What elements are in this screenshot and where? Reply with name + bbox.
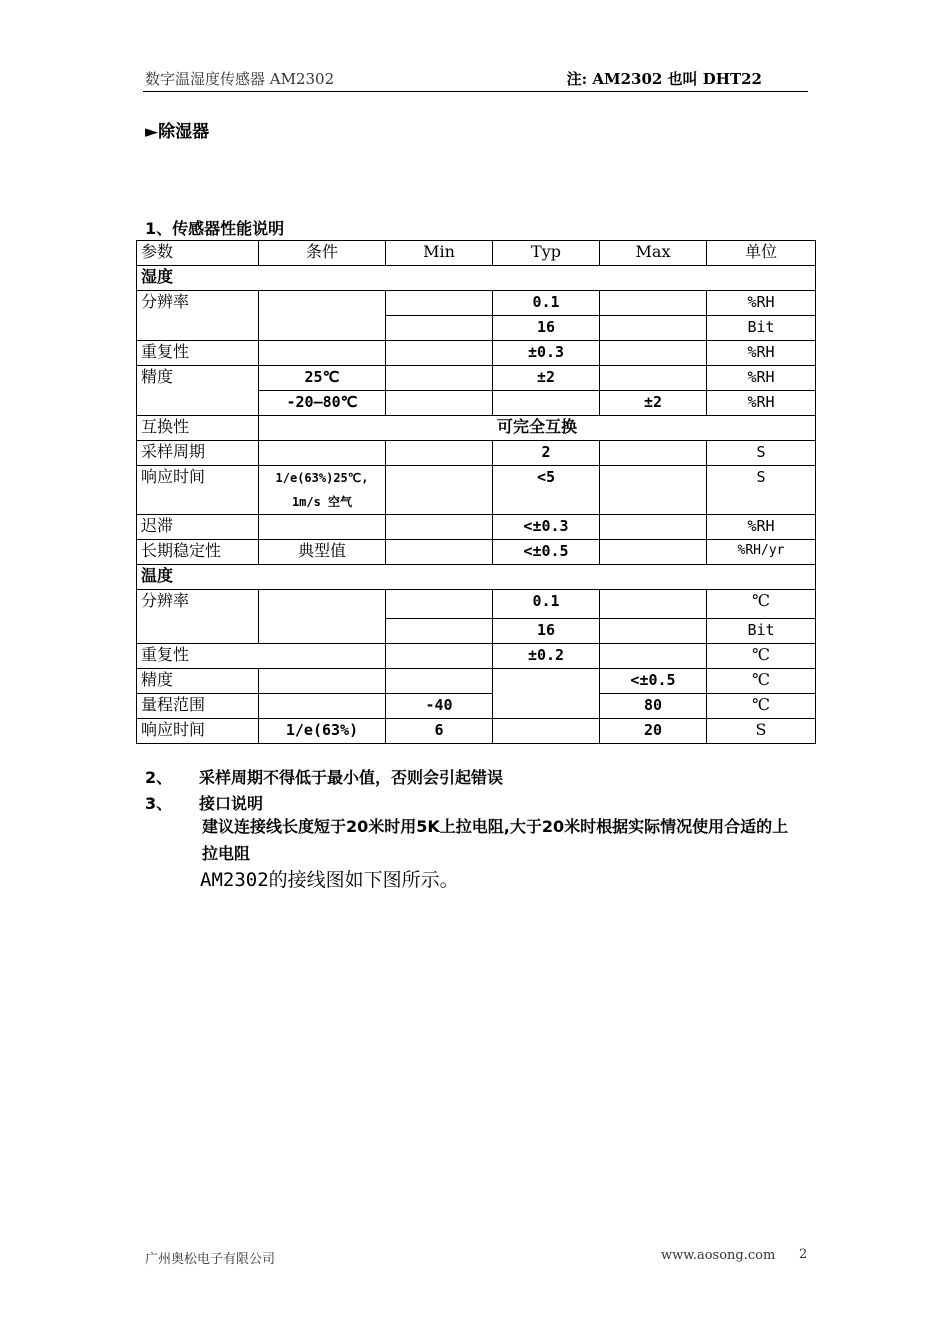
unit-value: Bit: [707, 316, 816, 341]
min-value: -40: [386, 694, 493, 719]
table-row: [137, 719, 816, 744]
param-name: 分辨率: [137, 590, 259, 644]
header-cell: Typ: [493, 241, 600, 266]
unit-value: %RH: [707, 366, 816, 391]
param-name: 量程范围: [137, 694, 259, 719]
table-row: [137, 694, 816, 719]
header-cell: 条件: [259, 241, 386, 266]
wiring-diagram-caption: AM2302的接线图如下图所示。: [200, 869, 459, 891]
table-row: [137, 341, 816, 366]
table-row: [137, 366, 816, 391]
header-cell: Min: [386, 241, 493, 266]
typ-value: ±0.3: [493, 341, 600, 366]
param-name: 响应时间: [137, 466, 259, 515]
condition-value: 25℃: [259, 366, 386, 391]
header-cell: 单位: [707, 241, 816, 266]
interchange-value: 可完全互换: [259, 416, 816, 441]
min-value: 6: [386, 719, 493, 744]
unit-value: ℃: [707, 669, 816, 694]
unit-value: S: [707, 441, 816, 466]
bullet-heading: ►除湿器: [145, 122, 210, 142]
unit-value: Bit: [707, 619, 816, 644]
typ-value: <±0.5: [493, 540, 600, 565]
footer-url: www.aosong.com: [661, 1248, 776, 1263]
condition-value: 1/e(63%)25℃, 1m/s 空气: [259, 466, 386, 515]
unit-value: ℃: [707, 694, 816, 719]
table-row: [137, 441, 816, 466]
unit-value: S: [707, 466, 816, 515]
note-3: [145, 791, 263, 814]
param-name: 采样周期: [137, 441, 259, 466]
max-value: <±0.5: [600, 669, 707, 694]
unit-value: S: [707, 719, 816, 744]
table-row: [137, 466, 816, 515]
note-text: 接口说明: [199, 794, 264, 813]
typ-value: <5: [493, 466, 600, 515]
header-divider: [143, 91, 808, 92]
header-note: 注: AM2302 也叫 DHT22: [566, 70, 762, 88]
spec-table: [136, 240, 816, 744]
param-name: 重复性: [137, 341, 259, 366]
section-label: 湿度: [137, 266, 816, 291]
note-number: 3、: [145, 794, 173, 813]
unit-value: ℃: [707, 590, 816, 619]
typ-value: 16: [493, 619, 600, 644]
unit-value: %RH: [707, 391, 816, 416]
param-name: 重复性: [137, 644, 386, 669]
param-name: 分辨率: [137, 291, 259, 341]
section-row-temperature: [137, 565, 816, 590]
typ-value: ±2: [493, 366, 600, 391]
param-name: 迟滞: [137, 515, 259, 540]
table-row: [137, 540, 816, 565]
condition-value: -20—80℃: [259, 391, 386, 416]
typ-value: 0.1: [493, 291, 600, 316]
max-value: 20: [600, 719, 707, 744]
max-value: ±2: [600, 391, 707, 416]
section-title: 1、传感器性能说明: [145, 219, 285, 238]
unit-value: %RH: [707, 291, 816, 316]
condition-value: 1/e(63%): [259, 719, 386, 744]
typ-value: ±0.2: [493, 644, 600, 669]
condition-value: 典型值: [259, 540, 386, 565]
note-text: 采样周期不得低于最小值，否则会引起错误: [199, 768, 504, 787]
section-label: 温度: [137, 565, 816, 590]
note-2: [145, 765, 503, 788]
page-number: 2: [799, 1247, 808, 1262]
param-name: 长期稳定性: [137, 540, 259, 565]
footer-company: 广州奥松电子有限公司: [145, 1252, 276, 1267]
unit-value: %RH/yr: [707, 540, 816, 565]
table-header-row: [137, 241, 816, 266]
table-row: [137, 291, 816, 316]
unit-value: %RH: [707, 341, 816, 366]
header-cell: Max: [600, 241, 707, 266]
typ-value: 16: [493, 316, 600, 341]
wiring-paragraph: 建议连接线长度短于20米时用5K上拉电阻,大于20米时根据实际情况使用合适的上拉电阻: [202, 817, 789, 863]
param-name: 精度: [137, 366, 259, 416]
typ-value: 0.1: [493, 590, 600, 619]
param-name: 精度: [137, 669, 259, 694]
unit-value: %RH: [707, 515, 816, 540]
note-number: 2、: [145, 768, 173, 787]
table-row: [137, 644, 816, 669]
table-row: [137, 590, 816, 619]
table-row: [137, 515, 816, 540]
typ-value: <±0.3: [493, 515, 600, 540]
header-title: 数字温湿度传感器 AM2302: [145, 70, 335, 88]
header-cell: 参数: [137, 241, 259, 266]
table-row: [137, 416, 816, 441]
typ-value: 2: [493, 441, 600, 466]
param-name: 互换性: [137, 416, 259, 441]
unit-value: ℃: [707, 644, 816, 669]
max-value: 80: [600, 694, 707, 719]
param-name: 响应时间: [137, 719, 259, 744]
section-row-humidity: [137, 266, 816, 291]
table-row: [137, 669, 816, 694]
